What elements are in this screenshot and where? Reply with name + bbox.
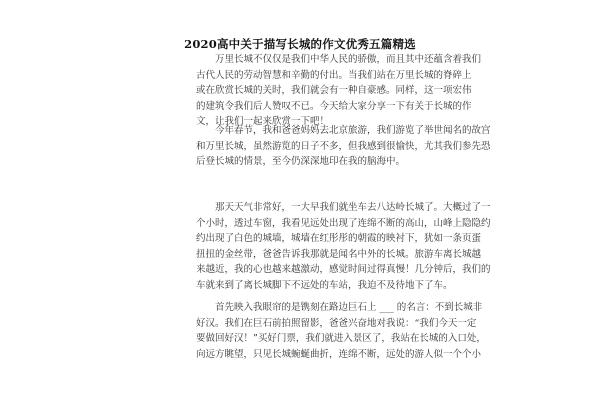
paragraph-line: 来越近，我的心也越来越激动，感觉时间过得真慢！几分钟后，我们的 — [196, 264, 491, 275]
paragraph-line: 文，让我们一起来欣赏一下吧！ — [196, 116, 330, 127]
paragraph-3 — [196, 200, 491, 293]
paragraph-line: 首先映入我眼帘的是镌刻在路边巨石上 ___ 的名言：不到长城非 — [196, 302, 483, 313]
paragraph-line: 那天天气非常好，一大早我们就坐车去八达岭长城了。大概过了一 — [196, 202, 491, 213]
paragraph-line: 的建筑令我们后人赞叹不已。今天给大家分享一下有关于长城的作 — [196, 100, 472, 112]
paragraph-4 — [196, 300, 486, 362]
paragraph-line: 今年春节，我和爸爸妈妈去北京旅游，我们游览了举世闻名的故宫 — [196, 125, 491, 136]
paragraph-line: 向远方眺望，只见长城蜿蜒曲折，连绵不断，远处的游人似一个个小 — [196, 348, 482, 360]
paragraph-line: 或在欣赏长城的关时，我们就会有一种自豪感。同样，这一项宏伟 — [196, 85, 472, 96]
paragraph-line: 和万里长城，虽然游览的日子不多，但我感到很愉快，尤其我们参先恐 — [196, 140, 491, 152]
paragraph-1 — [196, 52, 482, 130]
paragraph-line: 古代人民的劳动智慧和辛勤的付出。当我们站在万里长城的脊碎上 — [196, 69, 472, 81]
paragraph-line: 车就来到了离长城脚下不远处的车站，我迫不及待地下了车。 — [196, 279, 453, 291]
paragraph-line: 个小时，透过车窗，我看见远处出现了连绵不断的高山，山峰上隐隐约 — [196, 217, 491, 229]
document-title: 2020高中关于描写长城的作文优秀五篇精选 — [184, 37, 416, 51]
paragraph-line: 万里长城不仅仅是我们中华人民的骄傲，而且其中还蕴含着我们 — [196, 54, 482, 65]
paragraph-line: 约出现了白色的城墙，城墙在红彤彤的朝霞的映衬下，犹如一条页蛋 — [196, 233, 482, 244]
paragraph-2 — [196, 123, 491, 170]
paragraph-line: 好汉。我们在巨石前拍照留影，爸爸兴奋地对我说：“我们今天一定 — [196, 317, 477, 329]
paragraph-line: 后登长城的情景，至今仍深深地印在我的脑海中。 — [196, 156, 406, 167]
paragraph-line: 扭扭的金丝带，爸爸告诉我那就是闻名中外的长城。旅游车离长城越 — [196, 248, 482, 260]
paragraph-line: 要做回好汉！”买好门票，我们就进入景区了，我站在长城的入口处， — [196, 333, 486, 344]
